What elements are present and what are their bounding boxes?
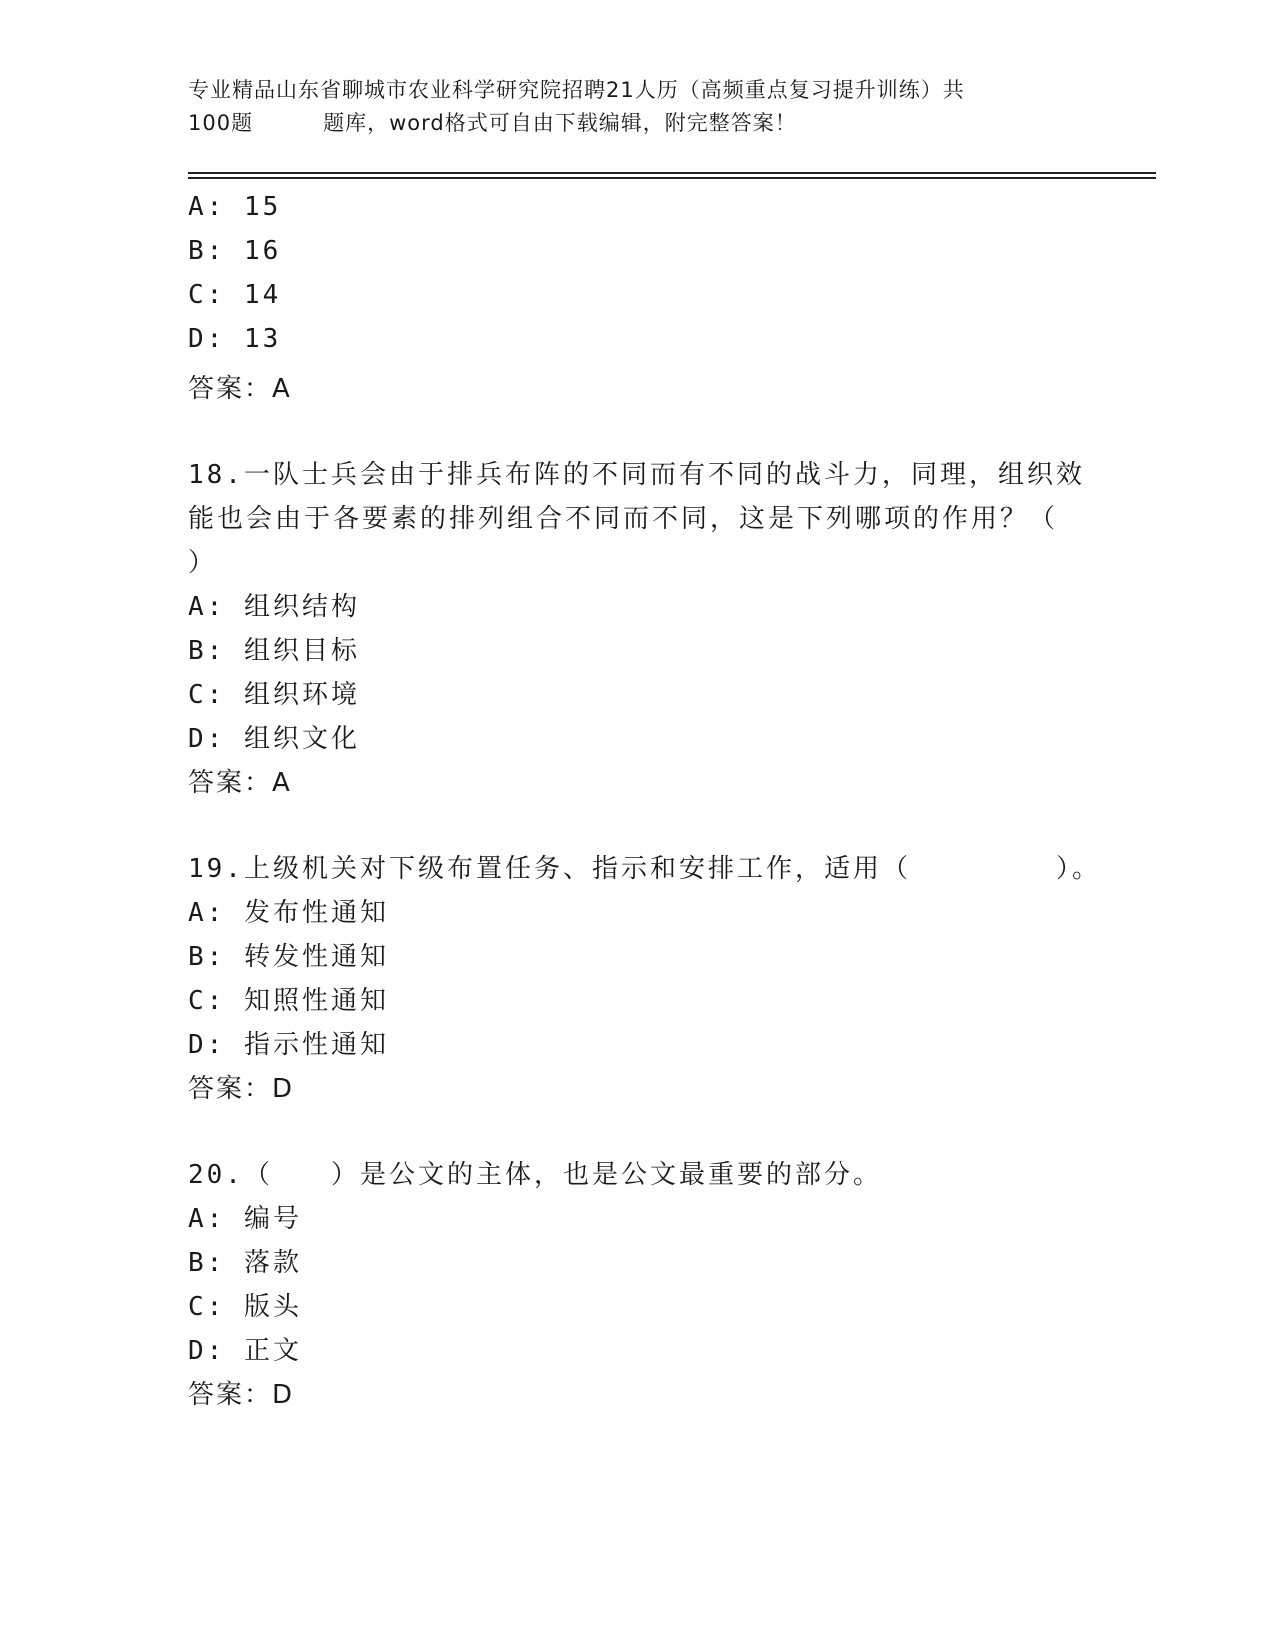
q17-option-c: C: 14 [188, 280, 282, 310]
header-count: 100题 [188, 111, 254, 135]
q19-stem: 19.上级机关对下级布置任务、指示和安排工作，适用（ ）。 [188, 854, 1101, 884]
q17-option-b: B: 16 [188, 236, 282, 266]
q18-stem-line-1: 18.一队士兵会由于排兵布阵的不同而有不同的战斗力，同理，组织效 [188, 460, 1085, 490]
q20-option-d: D: 正文 [188, 1336, 302, 1366]
header-rule-top [188, 172, 1156, 174]
q18-option-a: A: 组织结构 [188, 592, 360, 622]
q17-option-d: D: 13 [188, 324, 282, 354]
q20-answer: 答案：D [188, 1380, 295, 1410]
q19-option-a: A: 发布性通知 [188, 898, 389, 928]
q20-option-c: C: 版头 [188, 1292, 302, 1322]
q17-option-a: A: 15 [188, 192, 282, 222]
header-rule-bottom [188, 177, 1156, 179]
q18-answer: 答案：A [188, 768, 292, 798]
header-line-2 [188, 107, 1088, 140]
document-header [188, 74, 1088, 140]
q19-answer: 答案：D [188, 1074, 295, 1104]
q19-option-d: D: 指示性通知 [188, 1030, 389, 1060]
q17-answer: 答案：A [188, 374, 292, 404]
q18-option-d: D: 组织文化 [188, 724, 360, 754]
q19-option-b: B: 转发性通知 [188, 942, 389, 972]
q19-option-c: C: 知照性通知 [188, 986, 389, 1016]
q20-option-b: B: 落款 [188, 1248, 302, 1278]
header-line-1: 专业精品山东省聊城市农业科学研究院招聘21人历（高频重点复习提升训练）共 [188, 78, 965, 102]
q18-stem-line-2: 能也会由于各要素的排列组合不同而不同，这是下列哪项的作用？（ [188, 504, 1059, 534]
q20-stem: 20.（ ）是公文的主体，也是公文最重要的部分。 [188, 1160, 882, 1190]
q18-stem-line-3: ） [188, 548, 218, 578]
header-desc: 题库，word格式可自由下载编辑，附完整答案！ [323, 111, 797, 135]
q18-option-c: C: 组织环境 [188, 680, 360, 710]
q18-option-b: B: 组织目标 [188, 636, 360, 666]
q20-option-a: A: 编号 [188, 1204, 302, 1234]
